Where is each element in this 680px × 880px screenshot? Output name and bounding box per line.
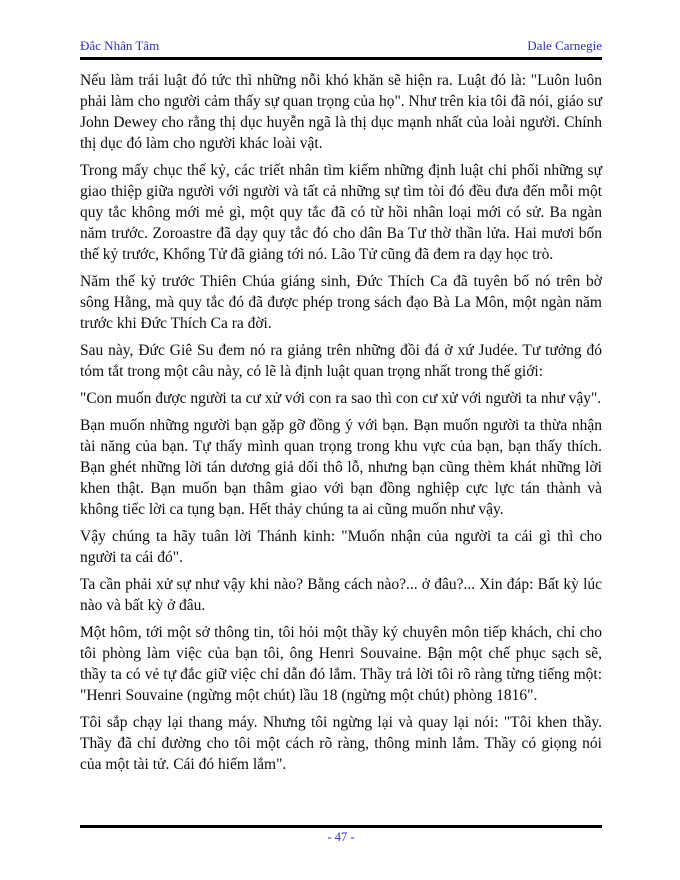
page-header: [80, 38, 602, 60]
header-book-title: Đắc Nhân Tâm: [80, 38, 160, 53]
paragraph: Năm thế kỷ trước Thiên Chúa giáng sinh, Đức Thích Ca đã tuyên bố nó trên bờ sông Hằng, mà quy tắc đó đã được phép trong sách đạo Bà La Môn, một ngàn năm trước khi Đức Thích Ca ra đời.: [80, 273, 602, 332]
paragraph: Sau này, Đức Giê Su đem nó ra giảng trên những đồi đá ở xứ Judée. Tư tưởng đó tóm tắt trong một câu này, có lẽ là định luật quan trọng nhất trong thế giới:: [80, 342, 602, 380]
paragraph: Trong mấy chục thế kỷ, các triết nhân tìm kiếm những định luật chi phối những sự giao thiệp giữa người với người và tất cả những sự tìm tòi đó đều đưa đến mỗi một quy tắc không mới mẻ gì, một quy tắc đã có từ hồi nhân loại mới có sử. Ba ngàn năm trước. Zoroastre đã dạy quy tắc đó cho dân Ba Tư thờ thần lửa. Hai mươi bốn thế kỷ trước, Khổng Tử đã giảng tới nó. Lão Tử cũng đã đem ra dạy học trò.: [80, 162, 602, 263]
paragraph: Bạn muốn những người bạn gặp gỡ đồng ý với bạn. Bạn muốn người ta thừa nhận tài năng của bạn. Tự thấy mình quan trọng trong khu vực của bạn, bạn thấy thích. Bạn ghét những lời tán dương giả dối thô lỗ, nhưng bạn cũng thèm khát những lời khen thật. Bạn muốn bạn thâm giao với bạn đồng nghiệp cực lực tán thành và không tiếc lời ca tụng bạn. Hết thảy chúng ta ai cũng muốn như vậy.: [80, 417, 602, 518]
paragraph: Nếu làm trái luật đó tức thì những nỗi khó khăn sẽ hiện ra. Luật đó là: "Luôn luôn phải làm cho người cảm thấy sự quan trọng của họ". Như trên kia tôi đã nói, giáo sư John Dewey cho rằng thị dục huyễn ngã là thị dục mạnh nhất của loài người. Chính thị dục đó làm cho người khác loài vật.: [80, 72, 602, 152]
page-body: [80, 70, 602, 781]
paragraph: Vậy chúng ta hãy tuân lời Thánh kinh: "Muốn nhận của người ta cái gì thì cho người ta cái đó".: [80, 528, 602, 566]
paragraph: Ta cần phải xử sự như vậy khi nào? Bằng cách nào?... ở đâu?... Xin đáp: Bất kỳ lúc nào và bất kỳ ở đâu.: [80, 576, 602, 614]
page-footer: [80, 825, 602, 845]
paragraph: Tôi sắp chạy lại thang máy. Nhưng tôi ngừng lại và quay lại nói: "Tôi khen thầy. Thầy đã chỉ đường cho tôi một cách rõ ràng, thông minh lắm. Thầy có giọng nói của một tài tử. Cái đó hiếm lắm".: [80, 714, 602, 773]
header-author: Dale Carnegie: [527, 38, 602, 53]
page-number: - 47 -: [327, 830, 355, 844]
paragraph: "Con muốn được người ta cư xử với con ra sao thì con cư xử với người ta như vậy".: [80, 390, 602, 407]
paragraph: Một hôm, tới một sở thông tin, tôi hỏi một thầy ký chuyên môn tiếp khách, chỉ cho tôi phòng làm việc của bạn tôi, ông Henri Souvaine. Bận một chế phục sạch sẽ, thầy ta có vẻ tự đắc giữ việc chỉ dẫn đó lắm. Thầy trả lời tôi rõ ràng từng tiếng một: "Henri Souvaine (ngừng một chút) lầu 18 (ngừng một chút) phòng 1816".: [80, 624, 602, 704]
